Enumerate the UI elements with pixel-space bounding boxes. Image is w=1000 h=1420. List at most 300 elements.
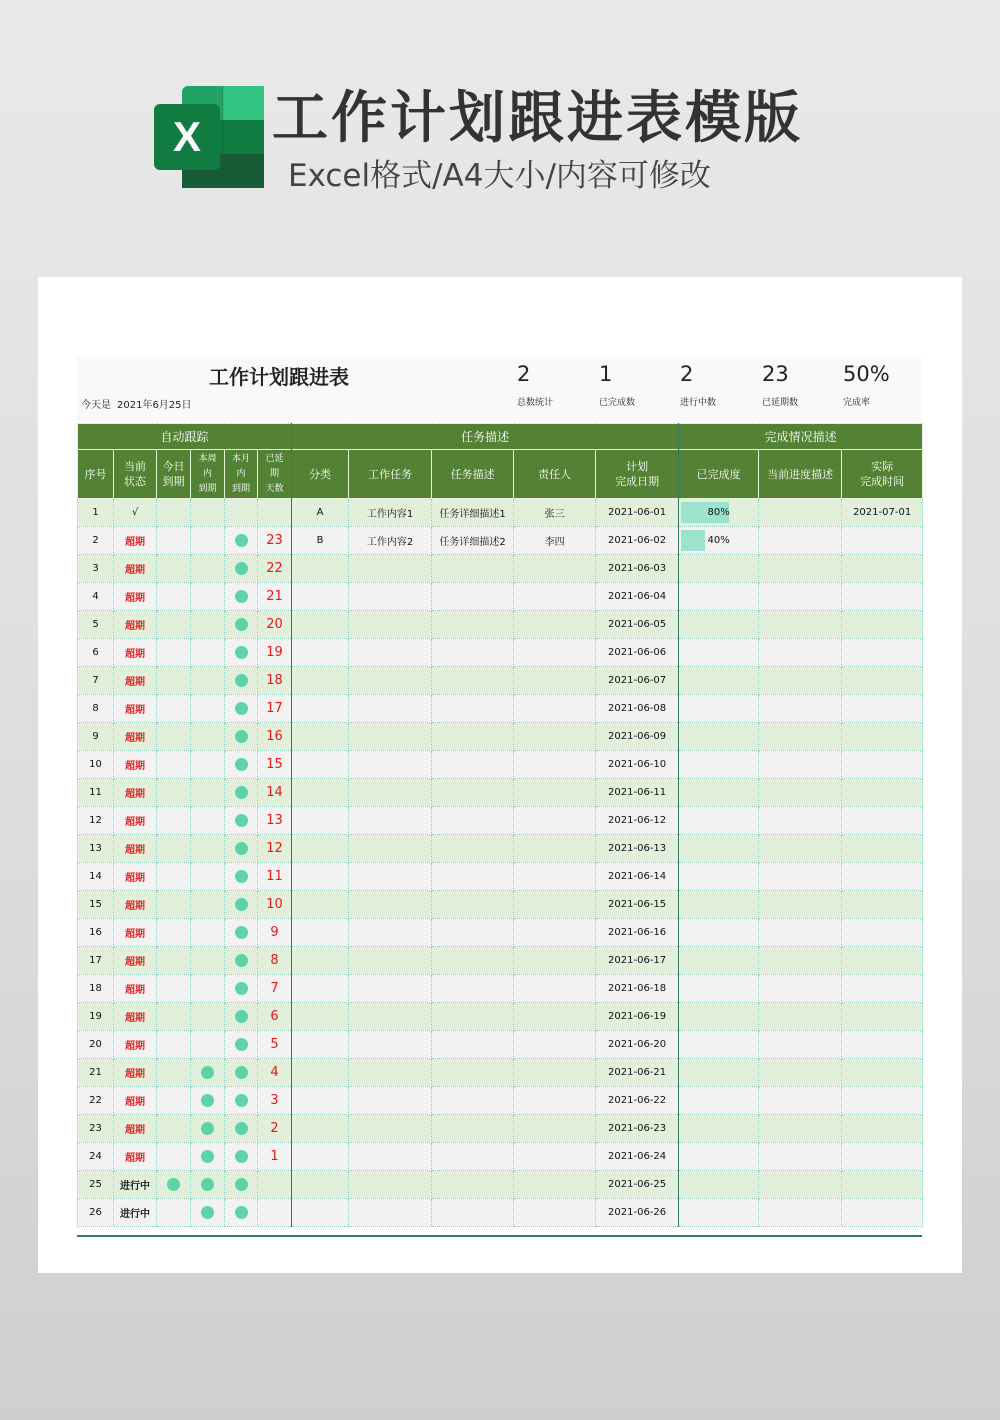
cell-status[interactable] [114,555,157,583]
cell-actual-date[interactable] [842,611,923,639]
cell-actual-date[interactable] [842,1087,923,1115]
cell-progress[interactable] [679,611,759,639]
cell-desc[interactable] [432,1115,514,1143]
cell-desc[interactable] [432,835,514,863]
cell-owner[interactable] [514,1115,596,1143]
cell-category[interactable] [292,919,349,947]
cell-desc[interactable] [432,555,514,583]
cell-progress-note[interactable] [759,1171,842,1199]
cell-category[interactable] [292,891,349,919]
cell-progress-note[interactable] [759,1087,842,1115]
cell-due-week[interactable] [191,695,225,723]
cell-task[interactable] [349,807,432,835]
cell-owner[interactable] [514,1087,596,1115]
cell-category[interactable] [292,499,349,527]
cell-due-month[interactable] [225,1003,258,1031]
cell-owner[interactable] [514,947,596,975]
cell-progress[interactable] [679,695,759,723]
cell-task[interactable] [349,1115,432,1143]
cell-progress-note[interactable] [759,1143,842,1171]
cell-due-today[interactable] [157,919,191,947]
cell-status[interactable] [114,947,157,975]
cell-owner[interactable] [514,555,596,583]
cell-desc[interactable] [432,527,514,555]
cell-progress[interactable] [679,751,759,779]
cell-plan-date[interactable] [596,947,679,975]
cell-progress[interactable] [679,1115,759,1143]
cell-task[interactable] [349,1171,432,1199]
cell-category[interactable] [292,1199,349,1227]
cell-due-week[interactable] [191,555,225,583]
cell-due-week[interactable] [191,1031,225,1059]
cell-category[interactable] [292,555,349,583]
cell-progress[interactable] [679,891,759,919]
cell-due-today[interactable] [157,975,191,1003]
cell-due-month[interactable] [225,583,258,611]
cell-due-week[interactable] [191,1143,225,1171]
cell-overdue-days[interactable] [258,1171,292,1199]
cell-owner[interactable] [514,1003,596,1031]
cell-progress-note[interactable] [759,947,842,975]
cell-overdue-days[interactable] [258,611,292,639]
cell-status[interactable] [114,1115,157,1143]
cell-progress-note[interactable] [759,1115,842,1143]
cell-progress-note[interactable] [759,499,842,527]
cell-actual-date[interactable] [842,1199,923,1227]
cell-category[interactable] [292,835,349,863]
cell-status[interactable] [114,1143,157,1171]
cell-category[interactable] [292,1003,349,1031]
cell-due-month[interactable] [225,499,258,527]
cell-due-month[interactable] [225,639,258,667]
cell-task[interactable] [349,1143,432,1171]
cell-category[interactable] [292,611,349,639]
cell-owner[interactable] [514,1171,596,1199]
cell-category[interactable] [292,1059,349,1087]
cell-plan-date[interactable] [596,667,679,695]
cell-desc[interactable] [432,1171,514,1199]
cell-progress-note[interactable] [759,1031,842,1059]
cell-task[interactable] [349,583,432,611]
cell-progress-note[interactable] [759,555,842,583]
cell-desc[interactable] [432,1087,514,1115]
cell-desc[interactable] [432,499,514,527]
cell-owner[interactable] [514,835,596,863]
cell-category[interactable] [292,639,349,667]
cell-actual-date[interactable] [842,835,923,863]
cell-status[interactable] [114,1087,157,1115]
cell-task[interactable] [349,667,432,695]
cell-due-month[interactable] [225,863,258,891]
cell-actual-date[interactable] [842,1143,923,1171]
cell-overdue-days[interactable] [258,891,292,919]
cell-plan-date[interactable] [596,1059,679,1087]
cell-no[interactable] [78,527,114,555]
cell-task[interactable] [349,555,432,583]
cell-due-month[interactable] [225,1059,258,1087]
cell-progress-note[interactable] [759,527,842,555]
cell-progress[interactable] [679,667,759,695]
cell-category[interactable] [292,1031,349,1059]
cell-due-today[interactable] [157,667,191,695]
cell-actual-date[interactable] [842,1171,923,1199]
cell-owner[interactable] [514,667,596,695]
cell-no[interactable] [78,695,114,723]
cell-due-today[interactable] [157,807,191,835]
cell-due-week[interactable] [191,583,225,611]
cell-category[interactable] [292,751,349,779]
cell-task[interactable] [349,611,432,639]
cell-due-today[interactable] [157,611,191,639]
cell-task[interactable] [349,639,432,667]
cell-due-month[interactable] [225,835,258,863]
cell-due-week[interactable] [191,639,225,667]
cell-plan-date[interactable] [596,919,679,947]
cell-actual-date[interactable] [842,695,923,723]
cell-task[interactable] [349,751,432,779]
cell-plan-date[interactable] [596,1143,679,1171]
cell-desc[interactable] [432,1143,514,1171]
cell-category[interactable] [292,1171,349,1199]
cell-no[interactable] [78,863,114,891]
cell-overdue-days[interactable] [258,527,292,555]
cell-actual-date[interactable] [842,1031,923,1059]
cell-owner[interactable] [514,1199,596,1227]
cell-owner[interactable] [514,751,596,779]
cell-due-today[interactable] [157,751,191,779]
cell-due-week[interactable] [191,751,225,779]
cell-progress-note[interactable] [759,1003,842,1031]
cell-owner[interactable] [514,1143,596,1171]
cell-due-today[interactable] [157,1031,191,1059]
cell-owner[interactable] [514,695,596,723]
cell-overdue-days[interactable] [258,1115,292,1143]
cell-progress-note[interactable] [759,583,842,611]
cell-no[interactable] [78,583,114,611]
cell-no[interactable] [78,807,114,835]
cell-plan-date[interactable] [596,863,679,891]
cell-owner[interactable] [514,919,596,947]
cell-actual-date[interactable] [842,639,923,667]
cell-due-today[interactable] [157,695,191,723]
cell-progress-note[interactable] [759,835,842,863]
cell-due-today[interactable] [157,1143,191,1171]
cell-status[interactable] [114,583,157,611]
cell-actual-date[interactable] [842,499,923,527]
cell-plan-date[interactable] [596,639,679,667]
cell-progress[interactable] [679,947,759,975]
cell-status[interactable] [114,1031,157,1059]
cell-due-today[interactable] [157,1003,191,1031]
cell-due-month[interactable] [225,751,258,779]
cell-due-week[interactable] [191,863,225,891]
cell-due-week[interactable] [191,1003,225,1031]
cell-overdue-days[interactable] [258,555,292,583]
cell-plan-date[interactable] [596,975,679,1003]
cell-progress-note[interactable] [759,807,842,835]
cell-no[interactable] [78,639,114,667]
cell-task[interactable] [349,1199,432,1227]
cell-status[interactable] [114,835,157,863]
cell-progress-note[interactable] [759,1059,842,1087]
cell-category[interactable] [292,975,349,1003]
cell-actual-date[interactable] [842,807,923,835]
cell-owner[interactable] [514,1059,596,1087]
cell-progress[interactable] [679,639,759,667]
cell-no[interactable] [78,1115,114,1143]
cell-progress-note[interactable] [759,891,842,919]
cell-due-today[interactable] [157,1199,191,1227]
cell-actual-date[interactable] [842,1115,923,1143]
cell-status[interactable] [114,639,157,667]
cell-progress[interactable] [679,723,759,751]
cell-overdue-days[interactable] [258,695,292,723]
cell-overdue-days[interactable] [258,1143,292,1171]
cell-owner[interactable] [514,975,596,1003]
cell-desc[interactable] [432,779,514,807]
cell-actual-date[interactable] [842,947,923,975]
cell-category[interactable] [292,583,349,611]
cell-status[interactable] [114,499,157,527]
cell-due-week[interactable] [191,891,225,919]
cell-no[interactable] [78,1087,114,1115]
cell-category[interactable] [292,723,349,751]
cell-progress[interactable] [679,1003,759,1031]
cell-status[interactable] [114,779,157,807]
cell-progress[interactable] [679,1199,759,1227]
cell-owner[interactable] [514,639,596,667]
cell-task[interactable] [349,891,432,919]
cell-status[interactable] [114,1171,157,1199]
cell-progress[interactable] [679,527,759,555]
cell-overdue-days[interactable] [258,919,292,947]
cell-actual-date[interactable] [842,1003,923,1031]
cell-progress-note[interactable] [759,1199,842,1227]
cell-no[interactable] [78,1171,114,1199]
cell-plan-date[interactable] [596,779,679,807]
cell-owner[interactable] [514,499,596,527]
cell-owner[interactable] [514,779,596,807]
cell-category[interactable] [292,695,349,723]
cell-task[interactable] [349,1087,432,1115]
cell-overdue-days[interactable] [258,779,292,807]
cell-desc[interactable] [432,1003,514,1031]
cell-no[interactable] [78,1059,114,1087]
cell-actual-date[interactable] [842,751,923,779]
cell-status[interactable] [114,695,157,723]
cell-due-month[interactable] [225,527,258,555]
cell-overdue-days[interactable] [258,667,292,695]
cell-progress[interactable] [679,1171,759,1199]
cell-due-today[interactable] [157,723,191,751]
cell-due-month[interactable] [225,891,258,919]
cell-actual-date[interactable] [842,919,923,947]
cell-task[interactable] [349,695,432,723]
cell-no[interactable] [78,1143,114,1171]
cell-plan-date[interactable] [596,583,679,611]
cell-progress[interactable] [679,779,759,807]
cell-task[interactable] [349,1031,432,1059]
cell-task[interactable] [349,1059,432,1087]
cell-status[interactable] [114,1003,157,1031]
cell-plan-date[interactable] [596,751,679,779]
cell-desc[interactable] [432,639,514,667]
cell-plan-date[interactable] [596,835,679,863]
cell-actual-date[interactable] [842,667,923,695]
cell-plan-date[interactable] [596,1171,679,1199]
cell-due-today[interactable] [157,1115,191,1143]
cell-no[interactable] [78,611,114,639]
cell-progress[interactable] [679,975,759,1003]
cell-due-month[interactable] [225,1171,258,1199]
cell-progress[interactable] [679,863,759,891]
cell-overdue-days[interactable] [258,1059,292,1087]
cell-progress[interactable] [679,1143,759,1171]
cell-progress[interactable] [679,555,759,583]
cell-category[interactable] [292,1143,349,1171]
cell-plan-date[interactable] [596,695,679,723]
cell-due-week[interactable] [191,947,225,975]
cell-desc[interactable] [432,863,514,891]
cell-due-week[interactable] [191,1199,225,1227]
cell-due-week[interactable] [191,527,225,555]
cell-due-month[interactable] [225,1031,258,1059]
cell-due-week[interactable] [191,1087,225,1115]
cell-due-week[interactable] [191,1115,225,1143]
cell-due-week[interactable] [191,919,225,947]
cell-category[interactable] [292,863,349,891]
cell-actual-date[interactable] [842,975,923,1003]
cell-progress[interactable] [679,807,759,835]
cell-task[interactable] [349,919,432,947]
cell-due-week[interactable] [191,807,225,835]
cell-category[interactable] [292,527,349,555]
cell-plan-date[interactable] [596,499,679,527]
cell-status[interactable] [114,975,157,1003]
cell-due-month[interactable] [225,1087,258,1115]
cell-status[interactable] [114,919,157,947]
cell-status[interactable] [114,667,157,695]
cell-overdue-days[interactable] [258,639,292,667]
cell-due-week[interactable] [191,1171,225,1199]
cell-progress-note[interactable] [759,779,842,807]
cell-task[interactable] [349,527,432,555]
cell-overdue-days[interactable] [258,835,292,863]
cell-progress-note[interactable] [759,639,842,667]
cell-overdue-days[interactable] [258,723,292,751]
cell-category[interactable] [292,947,349,975]
cell-plan-date[interactable] [596,723,679,751]
cell-task[interactable] [349,835,432,863]
cell-progress[interactable] [679,583,759,611]
cell-plan-date[interactable] [596,891,679,919]
cell-owner[interactable] [514,1031,596,1059]
cell-status[interactable] [114,527,157,555]
cell-due-today[interactable] [157,639,191,667]
cell-task[interactable] [349,975,432,1003]
cell-desc[interactable] [432,919,514,947]
cell-due-week[interactable] [191,723,225,751]
cell-overdue-days[interactable] [258,975,292,1003]
cell-task[interactable] [349,863,432,891]
cell-due-week[interactable] [191,779,225,807]
cell-due-month[interactable] [225,919,258,947]
cell-progress-note[interactable] [759,723,842,751]
cell-task[interactable] [349,499,432,527]
cell-actual-date[interactable] [842,891,923,919]
cell-owner[interactable] [514,807,596,835]
cell-due-month[interactable] [225,611,258,639]
cell-status[interactable] [114,1059,157,1087]
cell-no[interactable] [78,499,114,527]
cell-desc[interactable] [432,583,514,611]
cell-desc[interactable] [432,667,514,695]
cell-due-week[interactable] [191,1059,225,1087]
cell-plan-date[interactable] [596,1003,679,1031]
cell-due-month[interactable] [225,975,258,1003]
cell-plan-date[interactable] [596,1087,679,1115]
cell-owner[interactable] [514,891,596,919]
cell-progress-note[interactable] [759,975,842,1003]
cell-due-month[interactable] [225,555,258,583]
cell-status[interactable] [114,723,157,751]
cell-due-month[interactable] [225,723,258,751]
cell-due-today[interactable] [157,947,191,975]
cell-plan-date[interactable] [596,1031,679,1059]
cell-progress-note[interactable] [759,863,842,891]
cell-actual-date[interactable] [842,527,923,555]
cell-overdue-days[interactable] [258,1031,292,1059]
cell-desc[interactable] [432,751,514,779]
cell-plan-date[interactable] [596,1199,679,1227]
cell-no[interactable] [78,891,114,919]
cell-progress[interactable] [679,1059,759,1087]
cell-progress[interactable] [679,919,759,947]
cell-due-today[interactable] [157,527,191,555]
cell-overdue-days[interactable] [258,1199,292,1227]
cell-overdue-days[interactable] [258,499,292,527]
cell-progress-note[interactable] [759,751,842,779]
cell-due-today[interactable] [157,1059,191,1087]
cell-due-month[interactable] [225,695,258,723]
cell-due-today[interactable] [157,835,191,863]
cell-due-month[interactable] [225,667,258,695]
cell-due-today[interactable] [157,863,191,891]
cell-desc[interactable] [432,975,514,1003]
cell-due-week[interactable] [191,975,225,1003]
cell-overdue-days[interactable] [258,807,292,835]
cell-progress[interactable] [679,1087,759,1115]
cell-due-month[interactable] [225,1115,258,1143]
cell-category[interactable] [292,779,349,807]
cell-no[interactable] [78,975,114,1003]
cell-status[interactable] [114,751,157,779]
cell-due-month[interactable] [225,1143,258,1171]
cell-due-today[interactable] [157,779,191,807]
cell-progress[interactable] [679,1031,759,1059]
cell-due-month[interactable] [225,807,258,835]
cell-actual-date[interactable] [842,723,923,751]
cell-no[interactable] [78,1031,114,1059]
cell-task[interactable] [349,947,432,975]
cell-status[interactable] [114,891,157,919]
cell-no[interactable] [78,1003,114,1031]
cell-due-today[interactable] [157,891,191,919]
cell-no[interactable] [78,779,114,807]
cell-no[interactable] [78,667,114,695]
cell-overdue-days[interactable] [258,947,292,975]
cell-due-week[interactable] [191,835,225,863]
